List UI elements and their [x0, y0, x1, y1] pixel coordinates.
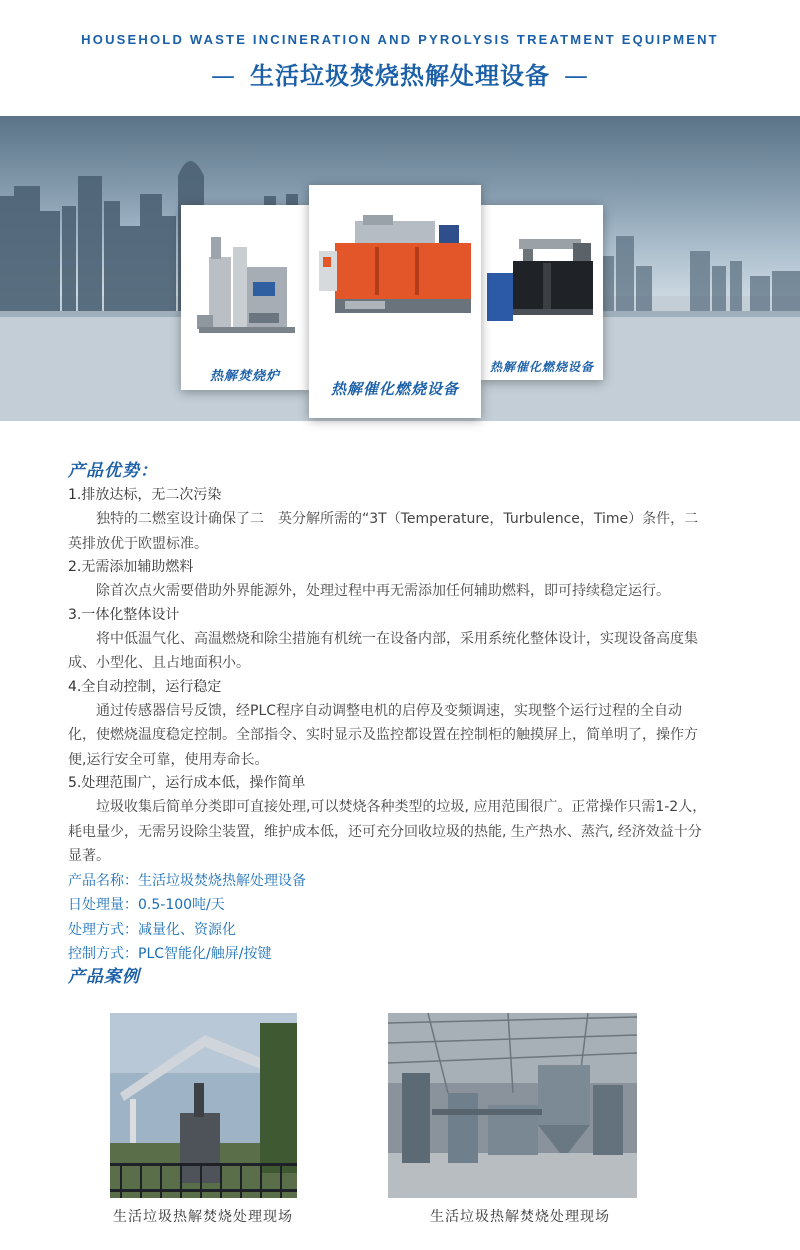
- catalytic-combustion-image: [315, 215, 475, 325]
- advantage-body-1: 独特的二燃室设计确保了二 英分解所需的“3T（Temperature，Turbulence，Time）条件，二 英排放优于欧盟标准。: [68, 511, 713, 552]
- advantages-title: 产品优势：: [68, 461, 158, 481]
- advantage-title-3: 3.一体化整体设计: [68, 606, 180, 623]
- spec-control-method: [68, 942, 708, 967]
- spec-label: 日处理量：: [68, 897, 138, 913]
- page-header: [0, 0, 800, 116]
- factory-interior-site-image: [388, 1013, 637, 1198]
- advantage-title-5: 5.处理范围广，运行成本低，操作简单: [68, 775, 306, 791]
- case-caption-1: 生活垃圾热解焚烧处理现场: [113, 1209, 293, 1225]
- spec-label: 产品名称：: [68, 872, 138, 889]
- spec-value: 0.5-100吨/天: [138, 897, 225, 913]
- advantage-title-4: 4.全自动控制，运行稳定: [68, 678, 222, 695]
- advantage-body-2: 除首次点火需要借助外界能源外，处理过程中再无需添加任何辅助燃料，即可持续稳定运行。: [96, 583, 670, 599]
- product-caption-2: 热解催化燃烧设备: [330, 380, 459, 398]
- title-chinese: [0, 56, 800, 91]
- product-caption-3: 热解催化燃烧设备: [489, 360, 594, 374]
- product-caption-1: 热解焚烧炉: [209, 369, 280, 384]
- case-photo-2[interactable]: [388, 1013, 637, 1198]
- spec-value: PLC智能化/触屏/按键: [138, 946, 272, 962]
- pyrolysis-plant-image: [483, 233, 601, 323]
- product-card-2[interactable]: [309, 185, 481, 418]
- case-photo-1[interactable]: [110, 1013, 297, 1198]
- cases-title: 产品案例: [68, 967, 140, 987]
- spec-label: 处理方式：: [68, 921, 138, 938]
- spec-product-name: [68, 869, 708, 894]
- advantage-body-4: 通过传感器信号反馈，经PLC程序自动调整电机的启停及变频调速，实现整个运行过程的全自动化，使燃烧温度稳定控制。全部指令、实时显示及监控都设置在控制柜的触摸屏上，简单明了，操作方便,运行安全可靠，使用寿命长。: [68, 702, 698, 768]
- advantage-body-3: 将中低温气化、高温燃烧和除尘措施有机统一在设备内部，采用系统化整体设计，实现设备高度集成、小型化、且占地面积小。: [68, 630, 698, 671]
- advantage-body-5: 垃圾收集后简单分类即可直接处理,可以焚烧各种类型的垃圾, 应用范围很广。正常操作只需1-2人，耗电量少，无需另设除尘装置，维护成本低，还可充分回收垃圾的热能, 生产热水、蒸汽, 经济效益十分显著。: [68, 799, 707, 864]
- title-chinese-text: 生活垃圾焚烧热解处理设备: [250, 62, 550, 90]
- spec-value: 减量化、资源化: [138, 921, 236, 938]
- advantage-title-1: 1.排放达标，无二次污染: [68, 487, 222, 503]
- product-card-1[interactable]: [181, 205, 309, 390]
- outdoor-shed-site-image: [110, 1013, 297, 1198]
- incinerator-image: [189, 227, 301, 342]
- spec-daily-capacity: [68, 893, 708, 918]
- title-dash-left: —: [211, 62, 236, 90]
- spec-label: 控制方式：: [68, 946, 138, 962]
- title-english: HOUSEHOLD WASTE INCINERATION AND PYROLYSIS TREATMENT EQUIPMENT: [81, 32, 719, 47]
- advantage-title-2: 2.无需添加辅助燃料: [68, 559, 194, 575]
- spec-value: 生活垃圾焚烧热解处理设备: [138, 872, 306, 889]
- title-dash-right: —: [564, 62, 589, 90]
- case-caption-2: 生活垃圾热解焚烧处理现场: [430, 1209, 610, 1225]
- product-card-3[interactable]: [481, 205, 603, 380]
- advantages-section: [68, 456, 713, 967]
- spec-treatment-method: [68, 918, 708, 943]
